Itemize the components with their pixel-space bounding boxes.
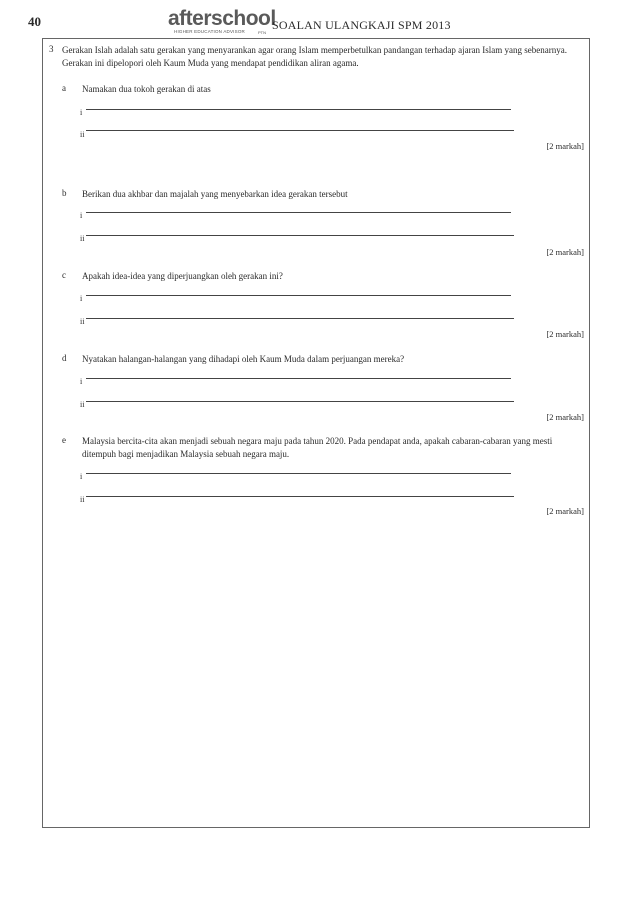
part-b-answer-i-line[interactable] (86, 211, 511, 213)
part-c-letter: c (62, 270, 66, 280)
part-a-text: Namakan dua tokoh gerakan di atas (82, 84, 211, 94)
answer-frame (42, 38, 590, 828)
part-c-answer-i-label: i (80, 294, 83, 303)
part-a-letter: a (62, 83, 66, 93)
part-e-letter: e (62, 435, 66, 445)
part-d-text: Nyatakan halangan-halangan yang dihadapi oleh Kaum Muda dalam perjuangan mereka? (82, 354, 405, 364)
part-b-answer-ii-label: ii (80, 234, 85, 243)
part-d-marks: [2 markah] (546, 412, 584, 422)
part-c-answer-i-line[interactable] (86, 294, 511, 296)
page-header-title: SOALAN ULANGKAJI SPM 2013 (272, 18, 451, 32)
part-b-marks: [2 markah] (546, 247, 584, 257)
logo-wordmark: afterschool (168, 7, 276, 30)
afterschool-logo (168, 7, 276, 38)
part-c-text: Apakah idea-idea yang diperjuangkan oleh gerakan ini? (82, 271, 283, 281)
logo-tagline: HIGHER EDUCATION ADVISOR (174, 29, 245, 34)
part-b-answer-i-label: i (80, 211, 83, 220)
part-c-answer-ii-line[interactable] (86, 317, 514, 319)
part-d-answer-i-line[interactable] (86, 377, 511, 379)
part-e-answer-i-label: i (80, 472, 83, 481)
part-d-answer-ii-label: ii (80, 400, 85, 409)
question-number: 3 (49, 44, 54, 54)
part-b-answer-ii-line[interactable] (86, 234, 514, 236)
part-a-answer-i-line[interactable] (86, 108, 511, 110)
logo-suffix: PTN (258, 30, 266, 35)
part-e-text: Malaysia bercita-cita akan menjadi sebuah negara maju pada tahun 2020. Pada pendapat anda, apakah cabaran-cabaran yang mesti ditempuh bagi menjadikan Malaysia sebuah negara maju. (82, 436, 553, 459)
part-b-text: Berikan dua akhbar dan majalah yang menyebarkan idea gerakan tersebut (82, 189, 348, 199)
part-c-marks: [2 markah] (546, 329, 584, 339)
part-d-answer-i-label: i (80, 377, 83, 386)
part-a-answer-i-label: i (80, 108, 83, 117)
part-e-answer-ii-line[interactable] (86, 495, 514, 497)
part-a-answer-ii-line[interactable] (86, 129, 514, 131)
part-d-letter: d (62, 353, 67, 363)
question-stem: Gerakan Islah adalah satu gerakan yang menyarankan agar orang Islam memperbetulkan pandangan terhadap ajaran Islam yang sebenarnya. Gerakan ini dipelopori oleh Kaum Muda yang mendapat pendidikan aliran agama. (62, 45, 568, 68)
part-e-answer-ii-label: ii (80, 495, 85, 504)
part-a-marks: [2 markah] (546, 141, 584, 151)
part-c-answer-ii-label: ii (80, 317, 85, 326)
page-number: 40 (28, 14, 41, 29)
part-e-marks: [2 markah] (546, 506, 584, 516)
part-e-answer-i-line[interactable] (86, 472, 511, 474)
part-d-answer-ii-line[interactable] (86, 400, 514, 402)
part-a-answer-ii-label: ii (80, 130, 85, 139)
part-b-letter: b (62, 188, 67, 198)
